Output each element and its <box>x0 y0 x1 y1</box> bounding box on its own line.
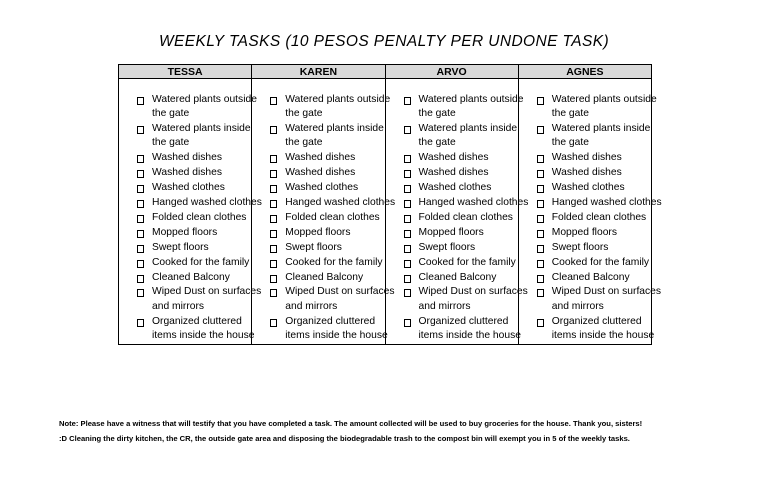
checkbox-icon[interactable] <box>537 289 544 297</box>
task-label: Watered plants outside the gate <box>551 94 657 120</box>
task-label: Cooked for the family <box>418 256 516 268</box>
checkbox-icon[interactable] <box>137 155 144 163</box>
task-list <box>252 93 396 343</box>
task-item <box>270 256 397 270</box>
checkbox-icon[interactable] <box>404 215 411 223</box>
checkbox-icon[interactable] <box>137 230 144 238</box>
task-label: Cooked for the family <box>152 256 250 268</box>
checkbox-icon[interactable] <box>404 97 411 105</box>
checkbox-icon[interactable] <box>137 200 144 208</box>
task-item <box>404 256 531 270</box>
checkbox-icon[interactable] <box>137 185 144 193</box>
task-label: Watered plants inside the gate <box>551 123 651 149</box>
task-item <box>537 151 664 165</box>
task-item <box>537 122 664 151</box>
checkbox-icon[interactable] <box>270 170 277 178</box>
task-item <box>537 315 664 344</box>
task-item <box>270 241 397 255</box>
task-item <box>404 93 531 122</box>
checkbox-icon[interactable] <box>537 155 544 163</box>
task-label: Washed dishes <box>152 167 223 179</box>
task-label: Washed dishes <box>551 152 622 164</box>
task-label: Mopped floors <box>551 226 618 238</box>
task-label: Mopped floors <box>418 226 484 238</box>
task-item <box>404 241 531 255</box>
task-item <box>537 166 664 180</box>
checkbox-icon[interactable] <box>137 245 144 253</box>
task-label: Cleaned Balcony <box>418 271 497 283</box>
checkbox-icon[interactable] <box>404 260 411 268</box>
task-label: Organized cluttered items inside the house <box>152 315 255 341</box>
task-item <box>270 181 397 195</box>
task-label: Hanged washed clothes <box>551 197 662 209</box>
task-item <box>404 315 531 344</box>
task-label: Watered plants outside the gate <box>152 94 257 120</box>
task-label: Washed clothes <box>285 182 359 194</box>
task-label: Wiped Dust on surfaces and mirrors <box>551 286 662 312</box>
task-label: Wiped Dust on surfaces and mirrors <box>152 286 262 312</box>
checkbox-icon[interactable] <box>537 185 544 193</box>
task-item <box>137 285 264 314</box>
checkbox-icon[interactable] <box>270 155 277 163</box>
task-label: Cleaned Balcony <box>551 271 630 283</box>
checkbox-icon[interactable] <box>270 97 277 105</box>
checkbox-icon[interactable] <box>404 319 411 327</box>
task-item <box>137 315 264 344</box>
note-line-1: Note: Please have a witness that will testify that you have completed a task. The amount collected will be used to buy groceries for the house. Thank you, sisters! <box>59 419 643 428</box>
task-label: Hanged washed clothes <box>152 197 262 209</box>
checkbox-icon[interactable] <box>537 170 544 178</box>
task-list <box>119 93 262 343</box>
checkbox-icon[interactable] <box>404 155 411 163</box>
checkbox-icon[interactable] <box>137 170 144 178</box>
task-label: Folded clean clothes <box>285 211 380 223</box>
task-item <box>404 122 531 151</box>
task-item <box>137 241 264 255</box>
task-label: Cleaned Balcony <box>285 271 364 283</box>
task-label: Washed clothes <box>418 182 492 194</box>
checkbox-icon[interactable] <box>404 170 411 178</box>
task-item <box>137 271 264 285</box>
task-item <box>137 196 264 210</box>
task-item <box>270 93 397 122</box>
task-item <box>270 226 397 240</box>
task-list <box>386 93 529 343</box>
note-line-2: :D Cleaning the dirty kitchen, the CR, the outside gate area and disposing the biodegradable trash to the compost bin will exempt you in 5 of the weekly tasks. <box>59 434 630 443</box>
checkbox-icon[interactable] <box>537 97 544 105</box>
task-label: Cleaned Balcony <box>152 271 230 283</box>
task-label: Swept floors <box>551 241 609 253</box>
task-item <box>137 93 264 122</box>
task-label: Hanged washed clothes <box>285 197 396 209</box>
checkbox-icon[interactable] <box>404 245 411 253</box>
task-label: Washed dishes <box>551 167 622 179</box>
checkbox-icon[interactable] <box>404 275 411 283</box>
task-item <box>404 285 531 314</box>
task-item <box>404 226 531 240</box>
task-item <box>537 93 664 122</box>
task-label: Washed clothes <box>551 182 625 194</box>
task-label: Washed clothes <box>152 182 225 194</box>
checkbox-icon[interactable] <box>537 230 544 238</box>
checkbox-icon[interactable] <box>137 319 144 327</box>
checkbox-icon[interactable] <box>404 200 411 208</box>
task-item <box>137 256 264 270</box>
task-item <box>137 211 264 225</box>
task-label: Folded clean clothes <box>418 211 513 223</box>
task-label: Swept floors <box>152 241 209 253</box>
task-item <box>537 285 664 314</box>
task-column <box>119 79 262 345</box>
checkbox-icon[interactable] <box>270 200 277 208</box>
task-label: Washed dishes <box>418 167 489 179</box>
task-label: Watered plants outside the gate <box>285 94 391 120</box>
checkbox-icon[interactable] <box>270 319 277 327</box>
checkbox-icon[interactable] <box>537 200 544 208</box>
task-item <box>270 122 397 151</box>
task-column <box>252 79 396 345</box>
task-label: Organized cluttered items inside the house <box>418 315 521 341</box>
task-label: Organized cluttered items inside the house <box>551 315 655 341</box>
task-label: Swept floors <box>418 241 476 253</box>
checkbox-icon[interactable] <box>537 275 544 283</box>
task-item <box>404 166 531 180</box>
table-header-row <box>119 65 652 79</box>
task-row <box>119 79 652 345</box>
checkbox-icon[interactable] <box>270 275 277 283</box>
checkbox-icon[interactable] <box>537 215 544 223</box>
task-label: Washed dishes <box>418 152 489 164</box>
task-item <box>537 241 664 255</box>
task-item <box>404 211 531 225</box>
task-label: Wiped Dust on surfaces and mirrors <box>285 286 395 312</box>
checkbox-icon[interactable] <box>270 230 277 238</box>
task-item <box>270 211 397 225</box>
checkbox-icon[interactable] <box>270 215 277 223</box>
checkbox-icon[interactable] <box>404 126 411 134</box>
task-item <box>137 181 264 195</box>
checkbox-icon[interactable] <box>537 126 544 134</box>
task-label: Cooked for the family <box>285 256 383 268</box>
task-item <box>537 196 664 210</box>
column-header-arvo: ARVO <box>385 65 518 79</box>
task-item <box>404 196 531 210</box>
task-item <box>270 151 397 165</box>
task-item <box>270 196 397 210</box>
checkbox-icon[interactable] <box>137 97 144 105</box>
task-item <box>537 181 664 195</box>
task-column <box>518 79 662 345</box>
task-item <box>137 122 264 151</box>
task-item <box>537 256 664 270</box>
task-label: Swept floors <box>285 241 342 253</box>
task-item <box>270 166 397 180</box>
checkbox-icon[interactable] <box>137 275 144 283</box>
task-item <box>137 151 264 165</box>
task-label: Watered plants inside the gate <box>418 123 518 149</box>
checkbox-icon[interactable] <box>137 289 144 297</box>
column-header-agnes: AGNES <box>518 65 651 79</box>
checkbox-icon[interactable] <box>270 126 277 134</box>
checkbox-icon[interactable] <box>537 260 544 268</box>
checkbox-icon[interactable] <box>270 245 277 253</box>
task-label: Watered plants inside the gate <box>152 123 251 149</box>
task-item <box>270 315 397 344</box>
task-label: Mopped floors <box>152 226 218 238</box>
checkbox-icon[interactable] <box>404 289 411 297</box>
checkbox-icon[interactable] <box>404 230 411 238</box>
task-label: Washed dishes <box>152 152 223 164</box>
task-item <box>270 285 397 314</box>
task-column <box>385 79 529 345</box>
column-header-karen: KAREN <box>252 65 385 79</box>
checkbox-icon[interactable] <box>537 245 544 253</box>
task-label: Washed dishes <box>285 167 356 179</box>
task-item <box>137 226 264 240</box>
task-label: Watered plants inside the gate <box>285 123 384 149</box>
task-label: Folded clean clothes <box>152 211 247 223</box>
checkbox-icon[interactable] <box>270 289 277 297</box>
task-item <box>270 271 397 285</box>
weekly-tasks-table <box>118 64 662 345</box>
task-label: Cooked for the family <box>551 256 650 268</box>
checkbox-icon[interactable] <box>137 126 144 134</box>
task-label: Hanged washed clothes <box>418 197 529 209</box>
checkbox-icon[interactable] <box>137 215 144 223</box>
task-item <box>537 226 664 240</box>
task-item <box>404 271 531 285</box>
task-label: Watered plants outside the gate <box>418 94 524 120</box>
task-label: Mopped floors <box>285 226 351 238</box>
checkbox-icon[interactable] <box>270 185 277 193</box>
page-title: WEEKLY TASKS (10 PESOS PENALTY PER UNDONE TASK) <box>158 33 610 50</box>
task-list <box>519 93 662 343</box>
checkbox-icon[interactable] <box>537 319 544 327</box>
checkbox-icon[interactable] <box>137 260 144 268</box>
task-item <box>137 166 264 180</box>
task-label: Folded clean clothes <box>551 211 647 223</box>
checkbox-icon[interactable] <box>404 185 411 193</box>
task-item <box>537 211 664 225</box>
task-label: Organized cluttered items inside the house <box>285 315 388 341</box>
column-header-tessa: TESSA <box>119 65 252 79</box>
task-label: Wiped Dust on surfaces and mirrors <box>418 286 528 312</box>
checkbox-icon[interactable] <box>270 260 277 268</box>
task-item <box>404 151 531 165</box>
task-label: Washed dishes <box>285 152 356 164</box>
task-item <box>404 181 531 195</box>
task-item <box>537 271 664 285</box>
